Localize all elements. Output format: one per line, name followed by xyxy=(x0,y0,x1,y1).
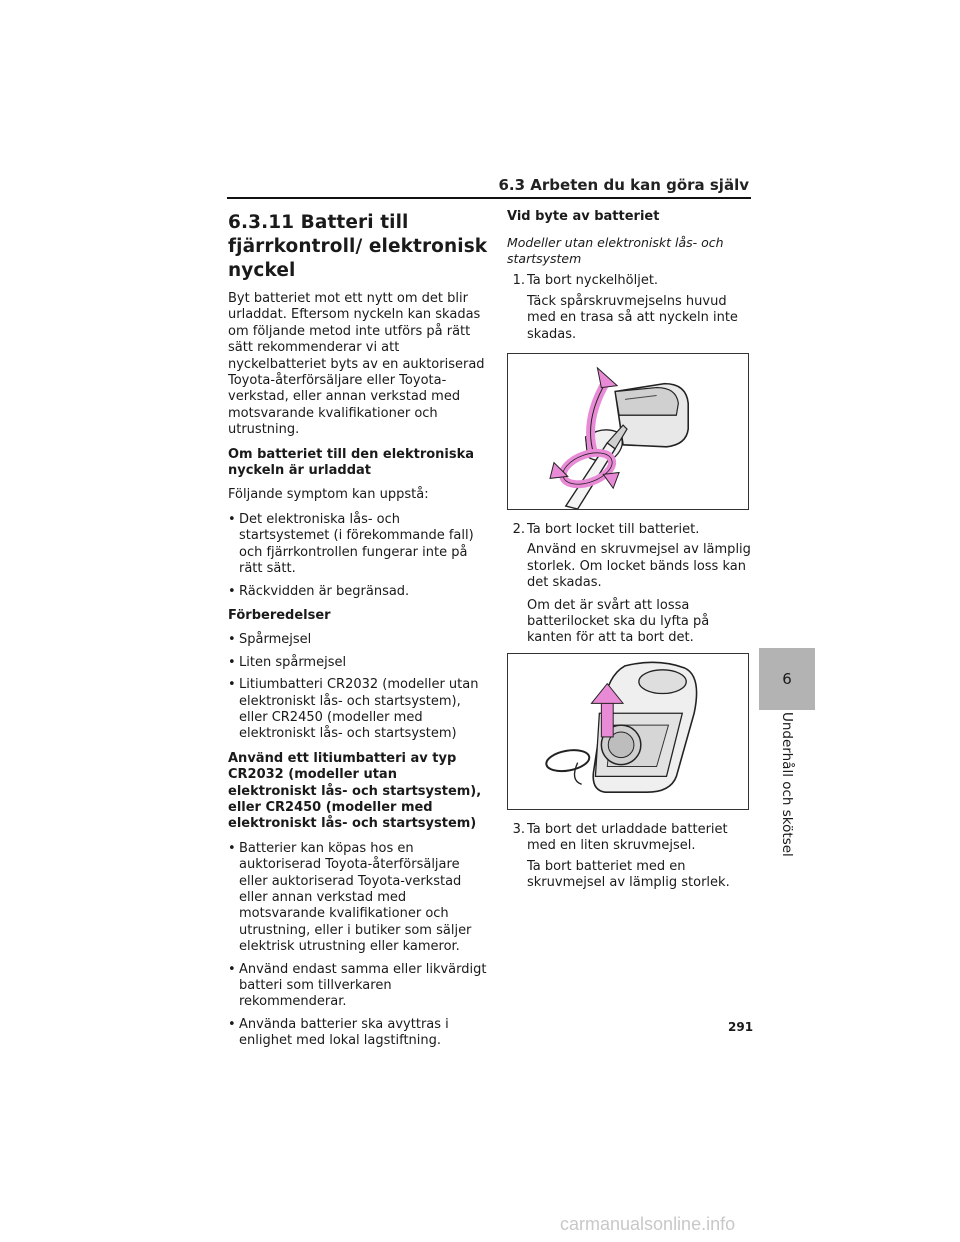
step-text: Ta bort nyckelhöljet. xyxy=(527,273,659,289)
subhead-battery-type: Använd ett litiumbatteri av typ CR2032 (modeller utan elektroniskt lås- och startsystem), eller CR2450 (modeller med elektroniskt lås- och startsystem) xyxy=(228,750,482,832)
step-3 xyxy=(507,822,752,892)
figure-remove-key-cover xyxy=(507,353,749,510)
section-header: 6.3 Arbeten du kan göra själv xyxy=(498,176,749,194)
figure-remove-battery-cover xyxy=(507,653,749,810)
battery-notes-list xyxy=(228,841,490,1050)
list-item: • Det elektroniska lås- och startsystemet (i förekommande fall) och fjärrkontrollen fungerar inte på rätt sätt. xyxy=(228,512,490,578)
list-item: • Litiumbatteri CR2032 (modeller utan elektroniskt lås- och startsystem), eller CR2450 (modeller med elektroniskt lås- och startsystem) xyxy=(228,677,490,743)
chapter-tab xyxy=(759,648,815,710)
list-item: • Liten spårmejsel xyxy=(228,655,490,671)
list-item: • Använd endast samma eller likvärdigt batteri som tillverkaren rekommenderar. xyxy=(228,962,490,1011)
subhead-battery-depleted: Om batteriet till den elektroniska nyckeln är urladdat xyxy=(228,446,475,479)
step-detail: Täck spårskruvmejselns huvud med en trasa så att nyckeln inte skadas. xyxy=(527,293,738,342)
step-1 xyxy=(507,273,752,343)
header-rule xyxy=(227,197,751,199)
page-title: 6.3.11 Batteri till fjärrkontroll/ elektronisk nyckel xyxy=(228,212,488,281)
step-detail: Om det är svårt att lossa batterilocket ska du lyfta på kanten för att ta bort det. xyxy=(527,597,710,646)
step-number: 3. xyxy=(512,821,525,837)
step-number: 2. xyxy=(512,522,525,538)
intro-paragraph: Byt batteriet mot ett nytt om det blir urladdat. Eftersom nyckeln kan skadas om följande metod inte utförs på rätt sätt rekommenderar vi att nyckelbatteriet byts av en auktoriserad Toyota-återförsäljare eller Toyota-verkstad, eller annan verkstad med motsvarande kvalifikationer och utrustning. xyxy=(228,291,485,438)
symptoms-intro: Följande symptom kan uppstå: xyxy=(228,487,429,503)
list-item: • Använda batterier ska avyttras i enlighet med lokal lagstiftning. xyxy=(228,1017,490,1050)
step-number: 1. xyxy=(512,273,525,289)
right-column xyxy=(507,209,752,898)
step-text: Ta bort locket till batteriet. xyxy=(527,522,700,538)
list-item: • Spårmejsel xyxy=(228,632,490,648)
subhead-preparations: Förberedelser xyxy=(228,607,331,623)
models-note: Modeller utan elektroniskt lås- och startsystem xyxy=(507,235,724,267)
step-detail: Använd en skruvmejsel av lämplig storlek. Om locket bänds loss kan det skadas. xyxy=(527,542,751,591)
chapter-label: Underhåll och skötsel xyxy=(779,712,795,857)
step-detail: Ta bort batteriet med en skruvmejsel av lämplig storlek. xyxy=(527,858,730,891)
step-2 xyxy=(507,522,752,647)
chapter-number: 6 xyxy=(782,670,792,688)
list-item: • Räckvidden är begränsad. xyxy=(228,584,490,600)
left-column xyxy=(228,211,490,1058)
preparations-list xyxy=(228,632,490,742)
chapter-label-container xyxy=(759,712,815,857)
list-item: • Batterier kan köpas hos en auktoriserad Toyota-återförsäljare eller auktoriserad Toyota-verkstad eller annan verkstad med motsvarande kvalifikationer och utrustning, eller i butiker som säljer elektrisk utrustning eller kameror. xyxy=(228,841,490,956)
watermark: carmanualsonline.info xyxy=(560,1214,736,1234)
subhead-battery-replacement: Vid byte av batteriet xyxy=(507,209,660,224)
page-number: 291 xyxy=(728,1020,754,1034)
step-text: Ta bort det urladdade batteriet med en liten skruvmejsel. xyxy=(527,821,728,854)
symptoms-list xyxy=(228,512,490,600)
